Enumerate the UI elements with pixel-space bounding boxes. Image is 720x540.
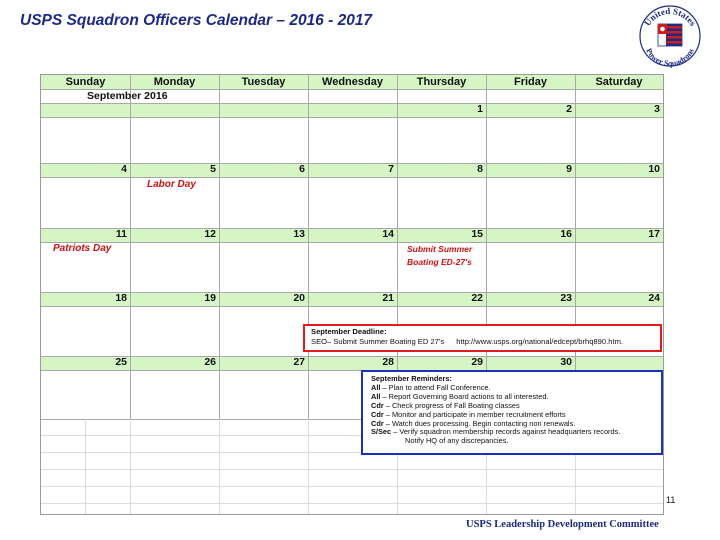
weekday-saturday: Saturday	[595, 76, 643, 88]
date-cell: 15	[471, 228, 483, 240]
reminder-continuation: Notify HQ of any discrepancies.	[405, 436, 509, 446]
weekday-tuesday: Tuesday	[241, 76, 286, 88]
reminder-item: Cdr – Watch dues processing. Begin contacting non renewals.	[371, 418, 576, 428]
page-number: 11	[666, 495, 676, 505]
date-cell: 22	[471, 292, 483, 304]
reminder-item: Cdr – Check progress of Fall Boating classes	[371, 400, 520, 410]
date-cell: 20	[293, 292, 305, 304]
reminders-label: September Reminders:	[371, 374, 452, 383]
event-labor-day: Labor Day	[147, 179, 196, 190]
date-cell: 24	[648, 292, 660, 304]
weekday-sunday: Sunday	[65, 76, 106, 88]
footer-text: USPS Leadership Development Committee	[466, 519, 659, 530]
date-cell: 4	[121, 163, 127, 175]
date-cell: 12	[204, 228, 216, 240]
svg-text:Power Squadrons: Power Squadrons	[644, 46, 696, 68]
date-cell: 9	[566, 163, 572, 175]
date-cell: 2	[566, 103, 572, 115]
weekday-thursday: Thursday	[416, 76, 467, 88]
date-cell: 11	[115, 228, 127, 240]
date-cell: 17	[648, 228, 660, 240]
weekday-friday: Friday	[513, 76, 547, 88]
date-cell: 29	[471, 356, 483, 368]
weekday-wednesday: Wednesday	[322, 76, 383, 88]
date-cell: 6	[299, 163, 305, 175]
date-cell: 1	[477, 103, 483, 115]
date-cell: 19	[204, 292, 216, 304]
date-cell: 21	[382, 292, 394, 304]
weekday-monday: Monday	[153, 76, 196, 88]
event-patriots-day: Patriots Day	[53, 243, 112, 254]
event-submit-summer-line1: Submit Summer	[407, 244, 473, 254]
reminder-item: All – Plan to attend Fall Conference.	[371, 382, 491, 392]
usps-logo-icon	[636, 2, 704, 68]
date-cell: 23	[560, 292, 572, 304]
deadline-link[interactable]: http://www.usps.org/national/edcept/brhq890.htm.	[456, 337, 624, 346]
month-label: September 2016	[87, 90, 168, 102]
date-cell: 14	[382, 228, 394, 240]
date-cell: 16	[560, 228, 572, 240]
svg-text:United States: United States	[642, 5, 698, 28]
date-cell: 8	[477, 163, 483, 175]
date-cell: 18	[115, 292, 127, 304]
date-cell: 5	[210, 163, 216, 175]
deadline-label: September Deadline:	[311, 327, 387, 336]
date-cell: 3	[654, 103, 660, 115]
date-cell: 26	[204, 356, 216, 368]
date-cell: 13	[293, 228, 305, 240]
reminder-item: Cdr – Monitor and participate in member recruitment efforts	[371, 409, 566, 419]
reminders-box	[361, 370, 663, 455]
date-cell: 7	[388, 163, 394, 175]
date-cell: 30	[560, 356, 572, 368]
date-cell: 28	[382, 356, 394, 368]
reminder-item: All – Report Governing Board actions to all interested.	[371, 391, 549, 401]
deadline-text: SEO– Submit Summer Boating ED 27's	[311, 337, 445, 346]
deadline-box	[303, 324, 662, 352]
date-cell: 27	[293, 356, 305, 368]
date-cell: 10	[648, 163, 660, 175]
date-cell: 25	[115, 356, 127, 368]
event-submit-summer-line2: Boating ED-27's	[407, 257, 472, 267]
page-title: USPS Squadron Officers Calendar – 2016 - 2017	[20, 12, 373, 29]
reminder-item: S/Sec – Verify squadron membership records against headquarters records.	[371, 427, 621, 437]
